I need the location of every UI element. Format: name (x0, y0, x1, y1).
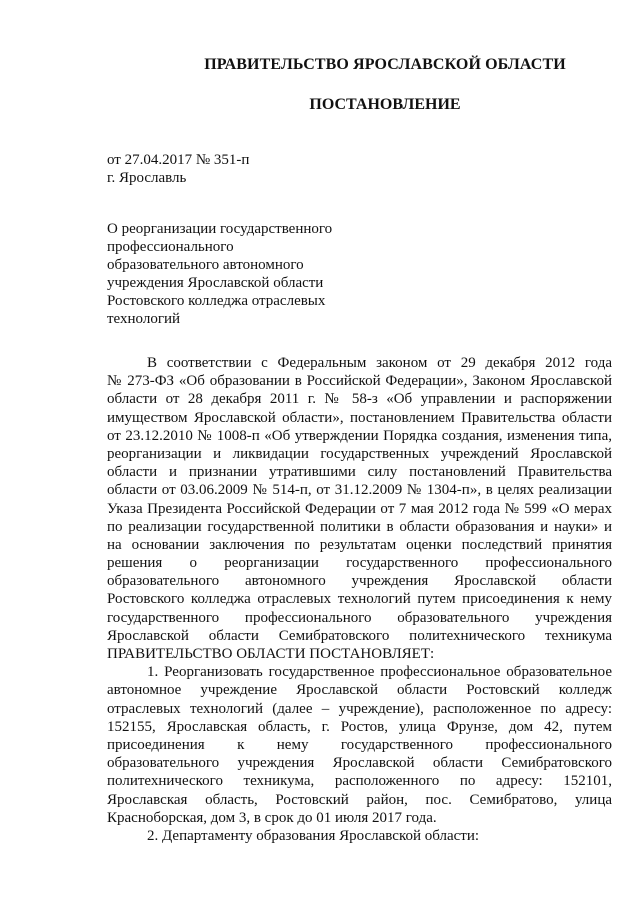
preamble-line: на основании заключения по результатам оценки последствий принятия (107, 536, 612, 553)
government-title: ПРАВИТЕЛЬСТВО ЯРОСЛАВСКОЙ ОБЛАСТИ (204, 56, 566, 73)
document-subject (107, 220, 367, 328)
subject-line: профессионального (107, 239, 234, 255)
document-body (107, 354, 612, 845)
document-meta (107, 151, 249, 187)
preamble-line: решения о реорганизации государственного профессионального (107, 555, 612, 572)
item1-line: 1. Реорганизовать государственное профессиональное образовательное (147, 664, 612, 681)
subject-line: Ростовского колледжа отраслевых (107, 293, 326, 309)
subject-line: технологий (107, 311, 181, 327)
item1-line: автономное учреждение Ярославской области Ростовский колледж (107, 682, 612, 699)
preamble-line: области от 03.06.2009 № 514-п, от 31.12.2009 № 1304-п», в целях реализации (107, 482, 612, 499)
city: г. Ярославль (107, 170, 187, 186)
item2-line: 2. Департаменту образования Ярославской области: (147, 827, 480, 844)
document-type: ПОСТАНОВЛЕНИЕ (309, 96, 461, 113)
preamble-line: образовательного автономного учреждения Ярославской области (107, 573, 612, 590)
item1-line: присоединения к нему государственного профессионального (107, 736, 612, 753)
preamble-line: области от 28 декабря 2011 г. № 58-з «Об управлении и распоряжении (107, 391, 612, 408)
preamble-line: № 273-ФЗ «Об образовании в Российской Федерации», Законом Ярославской (107, 373, 612, 390)
item1-line: 152155, Ярославская область, г. Ростов, улица Фрунзе, дом 42, путем (107, 718, 612, 735)
subject-line: О реорганизации государственного (107, 221, 333, 237)
preamble-line: реорганизации и ликвидации государственных учреждений Ярославской (107, 445, 612, 462)
item1-line: образовательного учреждения Ярославской области Семибратовского (107, 755, 612, 772)
preamble-line: области и признании утратившими силу постановлений Правительства (107, 464, 612, 481)
subject-line: учреждения Ярославской области (107, 275, 324, 291)
preamble-line: В соответствии с Федеральным законом от 29 декабря 2012 года (147, 355, 612, 371)
resolves-line: ПРАВИТЕЛЬСТВО ОБЛАСТИ ПОСТАНОВЛЯЕТ: (107, 646, 435, 662)
subject-line: образовательного автономного (107, 257, 304, 273)
preamble-line: от 23.12.2010 № 1008-п «Об утверждении Порядка создания, изменения типа, (107, 427, 612, 444)
item1-line: Ярославская область, Ростовский район, пос. Семибратово, улица (107, 791, 612, 808)
item1-line: Красноборская, дом 3, в срок до 01 июля 2017 года. (107, 809, 437, 826)
preamble-line: имуществом Ярославской области», постановлением Правительства области (107, 409, 612, 426)
item1-line: отраслевых технологий (далее – учреждение), расположенное по адресу: (107, 700, 612, 717)
preamble-line: по реализации государственной политики в области образования и науки» и (107, 518, 612, 535)
date-number: от 27.04.2017 № 351-п (107, 152, 250, 168)
preamble-line: Ростовского колледжа отраслевых технологий путем присоединения к нему (107, 591, 612, 608)
preamble-line: государственного профессионального образовательного учреждения (107, 609, 612, 626)
preamble-line: Ярославской области Семибратовского политехнического техникума (107, 627, 612, 644)
preamble-line: Указа Президента Российской Федерации от 7 мая 2012 года № 599 «О мерах (107, 500, 612, 517)
item1-line: политехнического техникума, расположенного по адресу: 152101, (107, 773, 612, 790)
